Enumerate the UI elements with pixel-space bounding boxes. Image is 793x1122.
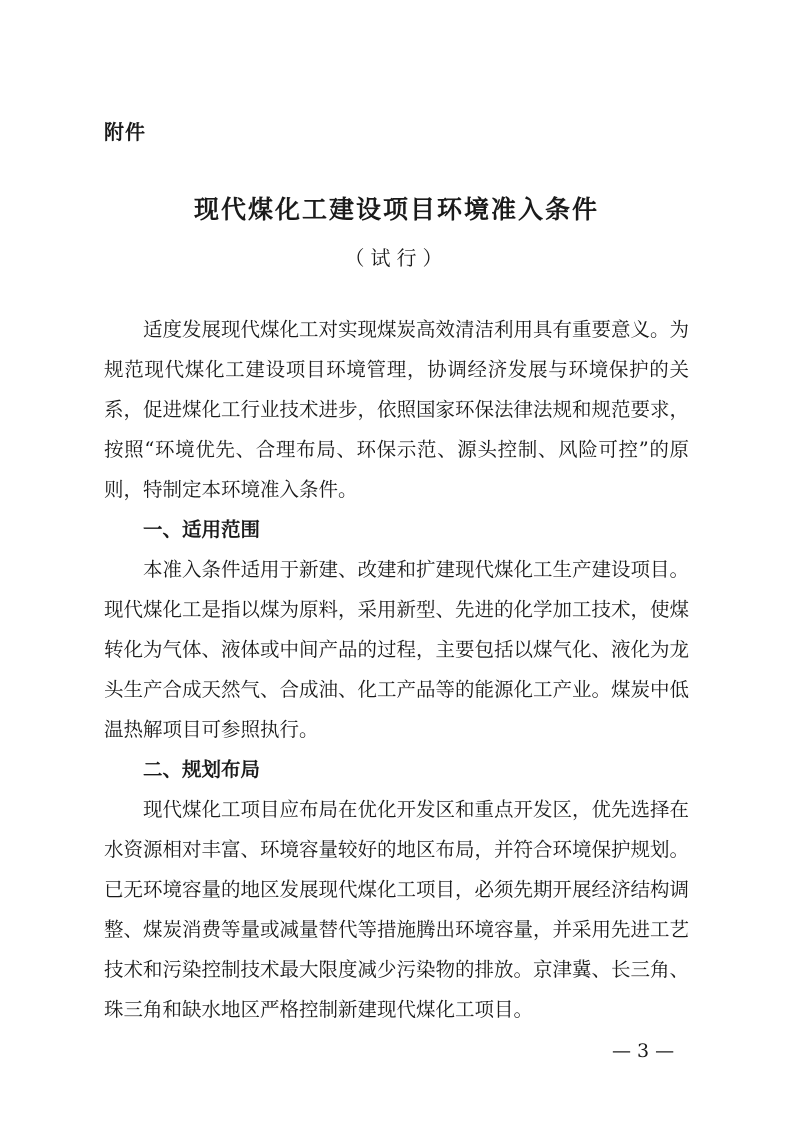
section-heading-scope: 一、适用范围 bbox=[143, 518, 261, 541]
attachment-label: 附件 bbox=[104, 120, 146, 144]
document-title: 现代煤化工建设项目环境准入条件 bbox=[193, 195, 599, 224]
section-paragraph-scope: 本准入条件适用于新建、改建和扩建现代煤化工生产建设项目。现代煤化工是指以煤为原料，采用新型、先进的化学加工技术，使煤转化为气体、液体或中间产品的过程，主要包括以煤气化、液化为龙头生产合成天然气、合成油、化工产品等的能源化工产业。煤炭中低温热解项目可参照执行。 bbox=[104, 558, 690, 741]
intro-paragraph: 适度发展现代煤化工对实现煤炭高效清洁利用具有重要意义。为规范现代煤化工建设项目环境管理，协调经济发展与环境保护的关系，促进煤化工行业技术进步，依照国家环保法律法规和规范要求，按照“环境优先、合理布局、环保示范、源头控制、风险可控”的原则，特制定本环境准入条件。 bbox=[104, 318, 690, 501]
document-body bbox=[104, 310, 689, 1030]
document-subtitle: （试行） bbox=[344, 246, 449, 270]
section-paragraph-layout: 现代煤化工项目应布局在优化开发区和重点开发区，优先选择在水资源相对丰富、环境容量较好的地区布局，并符合环境保护规划。已无环境容量的地区发展现代煤化工项目，必须先期开展经济结构调整、煤炭消费等量或减量替代等措施腾出环境容量，并采用先进工艺技术和污染控制技术最大限度减少污染物的排放。京津冀、长三角、珠三角和缺水地区严格控制新建现代煤化工项目。 bbox=[104, 798, 690, 1021]
page-number: — 3 — bbox=[612, 1040, 675, 1062]
section-heading-layout: 二、规划布局 bbox=[143, 758, 261, 781]
